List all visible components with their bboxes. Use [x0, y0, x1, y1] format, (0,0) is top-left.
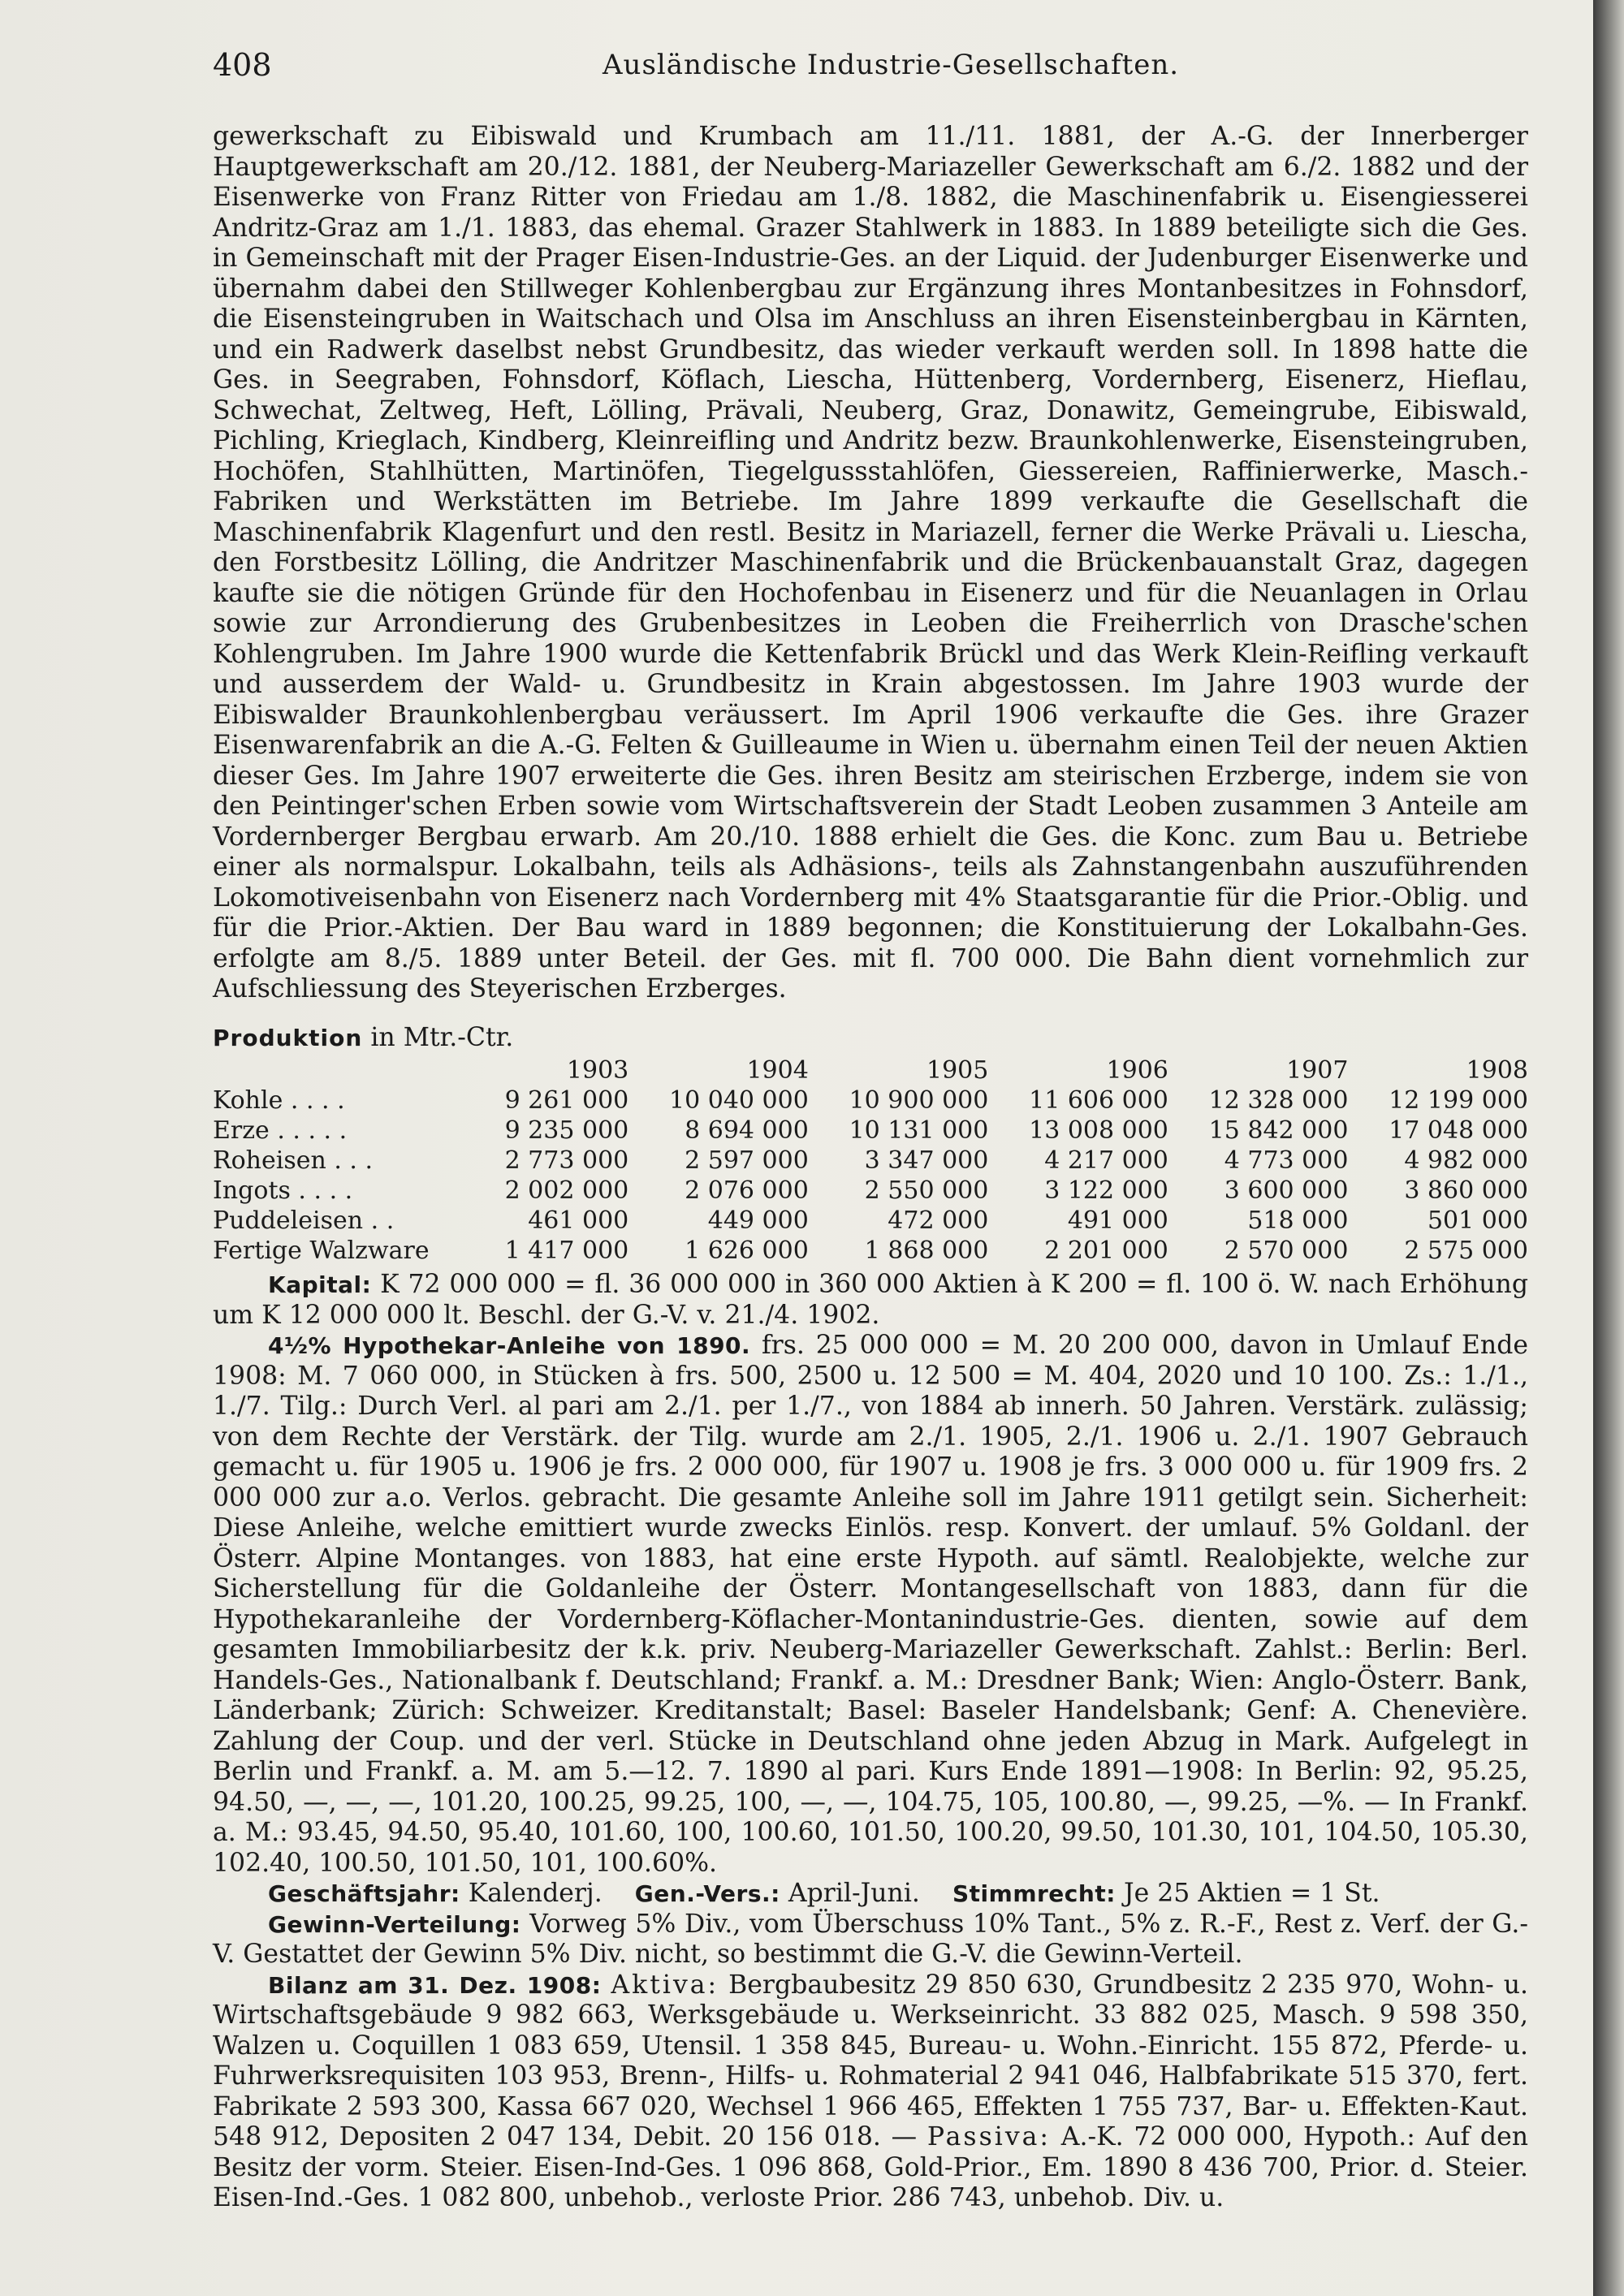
- production-corner: [213, 1055, 449, 1085]
- production-year-row: [213, 1055, 1528, 1085]
- table-cell: 2 597 000: [685, 1146, 809, 1175]
- row-label: Erze . . . . .: [213, 1116, 348, 1145]
- table-cell: 2 201 000: [1044, 1236, 1168, 1265]
- year-header: 1903: [566, 1056, 629, 1085]
- table-cell: 2 076 000: [685, 1176, 809, 1205]
- table-cell: 17 048 000: [1389, 1116, 1528, 1145]
- table-cell: 3 122 000: [1044, 1176, 1168, 1205]
- table-cell: 2 002 000: [504, 1176, 629, 1205]
- row-label: Ingots . . . .: [213, 1176, 353, 1205]
- passiva-text: A.-K. 72 000 000, Hypoth.: Auf den Besitz der vorm. Steier. Eisen-Ind-Ges. 1 096 868, Gold-Prior., Em. 1890 8 436 700, Prior. d. Steier. Eisen-Ind.-Ges. 1 082 800, unbehob., verloste Prior. 286 743, unbehob. Div. u.: [213, 2122, 1529, 2212]
- table-row: [213, 1206, 1528, 1236]
- table-cell: 449 000: [707, 1206, 809, 1235]
- year-header: 1906: [1106, 1056, 1168, 1085]
- table-cell: 10 040 000: [669, 1086, 809, 1115]
- stimmrecht-value: Je 25 Aktien = 1 St.: [1123, 1879, 1380, 1908]
- bilanz-heading: Bilanz am 31. Dez. 1908:: [268, 1971, 602, 1999]
- table-cell: 2 773 000: [504, 1146, 629, 1175]
- stimmrecht-heading: Stimmrecht:: [952, 1880, 1116, 1907]
- table-cell: 4 217 000: [1044, 1146, 1168, 1175]
- table-row: [213, 1236, 1528, 1266]
- geschaeftsjahr-value: Kalenderj.: [468, 1879, 603, 1908]
- kapital-paragraph: [213, 1270, 1528, 1331]
- table-cell: 3 600 000: [1224, 1176, 1349, 1205]
- geschaeftsjahr-paragraph: [213, 1879, 1528, 1910]
- financial-section: [213, 1270, 1528, 2214]
- kapital-text: K 72 000 000 = fl. 36 000 000 in 360 000 Aktien à K 200 = fl. 100 ö. W. nach Erhöhung um K 12 000 000 lt. Beschl. der G.-V. v. 21./4. 1902.: [213, 1270, 1528, 1330]
- table-cell: 3 860 000: [1404, 1176, 1528, 1205]
- table-row: [213, 1146, 1528, 1176]
- table-cell: 2 550 000: [864, 1176, 989, 1205]
- table-cell: 1 868 000: [864, 1236, 989, 1265]
- table-cell: 1 417 000: [504, 1236, 629, 1265]
- bilanz-paragraph: [213, 1970, 1528, 2214]
- table-cell: 13 008 000: [1029, 1116, 1168, 1145]
- table-cell: 461 000: [528, 1206, 629, 1235]
- table-cell: 12 328 000: [1208, 1086, 1349, 1115]
- history-paragraph: gewerkschaft zu Eibiswald und Krumbach am 11./11. 1881, der A.-G. der Innerberger Hauptgewerkschaft am 20./12. 1881, der Neuberg-Mariazeller Gewerkschaft am 6./2. 1882 und der Eisenwerke von Franz Ritter von Friedau am 1./8. 1882, die Maschinenfabrik u. Eisengiesserei Andritz-Graz am 1./1. 1883, das ehemal. Grazer Stahlwerk in 1883. In 1889 beteiligte sich die Ges. in Gemeinschaft mit der Prager Eisen-Industrie-Ges. an der Liquid. der Judenburger Eisenwerke und übernahm dabei den Stillweger Kohlenbergbau zur Ergänzung ihres Montanbesitzes in Fohnsdorf, die Eisensteingruben in Waitschach und Olsa im Anschluss an ihren Eisensteinbergbau in Kärnten, und ein Radwerk daselbst nebst Grundbesitz, das wieder verkauft werden soll. In 1898 hatte die Ges. in Seegraben, Fohnsdorf, Köflach, Liescha, Hüttenberg, Vordernberg, Eisenerz, Hieflau, Schwechat, Zeltweg, Heft, Lölling, Prävali, Neuberg, Graz, Donawitz, Gemeingrube, Eibiswald, Pichling, Krieglach, Kindberg, Kleinreifling und Andritz bezw. Braunkohlenwerke, Eisensteingruben, Hochöfen, Stahlhütten, Martinöfen, Tiegelgussstahlöfen, Giessereien, Raffinierwerke, Masch.-Fabriken und Werkstätten im Betriebe. Im Jahre 1899 verkaufte die Gesellschaft die Maschinenfabrik Klagenfurt und den restl. Besitz in Mariazell, ferner die Werke Prävali u. Liescha, den Forstbesitz Lölling, die Andritzer Maschinenfabrik und die Brückenbauanstalt Graz, dagegen kaufte sie die nötigen Gründe für den Hochofenbau in Eisenerz und für die Neuanlagen in Orlau sowie zur Arrondierung des Grubenbesitzes in Leoben die Freiherrlich von Drasche'schen Kohlengruben. Im Jahre 1900 wurde die Kettenfabrik Brückl und das Werk Klein-Reifling verkauft und ausserdem der Wald- u. Grundbesitz in Krain abgestossen. Im Jahre 1903 wurde der Eibiswalder Braunkohlenbergbau veräussert. Im April 1906 verkaufte die Ges. ihre Grazer Eisenwarenfabrik an die A.-G. Felten & Guilleaume in Wien u. übernahm einen Teil der neuen Aktien dieser Ges. Im Jahre 1907 erweiterte die Ges. ihren Besitz am steirischen Erzberge, indem sie von den Peintinger'schen Erben sowie vom Wirtschaftsverein der Stadt Leoben zusammen 3 Anteile am Vordernberger Bergbau erwarb. Am 20./10. 1888 erhielt die Ges. die Konc. zum Bau u. Betriebe einer als normalspur. Lokalbahn, teils als Adhäsions-, teils als Zahnstangenbahn auszuführenden Lokomotiveisenbahn von Eisenerz nach Vordernberg mit 4% Staatsgarantie für die Prior.-Oblig. und für die Prior.-Aktien. Der Bau ward in 1889 begonnen; die Konstituierung der Lokalbahn-Ges. erfolgte am 8./5. 1889 unter Beteil. der Ges. mit fl. 700 000. Die Bahn dient vornehmlich zur Aufschliessung des Steyerischen Erzberges.: [213, 122, 1528, 1003]
- gen-vers-value: April-Juni.: [788, 1879, 920, 1908]
- aktiva-label: Aktiva:: [611, 1970, 719, 2000]
- table-cell: 518 000: [1247, 1206, 1349, 1235]
- table-row: [213, 1116, 1528, 1146]
- anleihe-heading: 4½% Hypothekar-Anleihe von 1890.: [268, 1332, 751, 1359]
- anleihe-paragraph: [213, 1331, 1528, 1879]
- production-title: Produktion: [213, 1025, 363, 1051]
- table-cell: 9 261 000: [504, 1086, 629, 1115]
- page-header: [213, 42, 1528, 88]
- production-heading: [213, 1023, 1528, 1054]
- year-header: 1905: [926, 1056, 989, 1085]
- table-cell: 2 575 000: [1404, 1236, 1528, 1265]
- history-section: [213, 122, 1528, 1005]
- table-cell: 4 773 000: [1224, 1146, 1349, 1175]
- production-table: [213, 1055, 1528, 1266]
- row-label: Fertige Walzware: [213, 1236, 430, 1265]
- gewinn-heading: Gewinn-Verteilung:: [268, 1910, 521, 1938]
- gewinn-text: Vorweg 5% Div., vom Überschuss 10% Tant., 5% z. R.-F., Rest z. Verf. der G.-V. Gestattet der Gewinn 5% Div. nicht, so bestimmt die G.-V. die Gewinn-Verteil.: [213, 1909, 1529, 1969]
- table-cell: 10 131 000: [849, 1116, 989, 1145]
- geschaeftsjahr-heading: Geschäftsjahr:: [268, 1880, 460, 1907]
- page-number: 408: [213, 47, 272, 83]
- year-header: 1904: [746, 1056, 809, 1085]
- anleihe-text: frs. 25 000 000 = M. 20 200 000, davon in Umlauf Ende 1908: M. 7 060 000, in Stücken à frs. 500, 2500 u. 12 500 = M. 404, 2020 und 10 100. Zs.: 1./1., 1./7. Tilg.: Durch Verl. al pari am 2./1. per 1./7., von 1884 ab innerh. 50 Jahren. Verstärk. zulässig; von dem Rechte der Verstärk. der Tilg. wurde am 2./1. 1905, 2./1. 1906 u. 2./1. 1907 Gebrauch gemacht u. für 1905 u. 1906 je frs. 2 000 000, für 1907 u. 1908 je frs. 3 000 000 u. für 1909 frs. 2 000 000 zur a.o. Verlos. gebracht. Die gesamte Anleihe soll im Jahre 1911 getilgt sein. Sicherheit: Diese Anleihe, welche emittiert wurde zwecks Einlös. resp. Konvert. der umlauf. 5% Goldanl. der Österr. Alpine Montanges. von 1883, hat eine erste Hypoth. auf sämtl. Realobjekte, welche zur Sicherstellung für die Goldanleihe der Österr. Montangesellschaft von 1883, dann für die Hypothekaranleihe der Vordernberg-Köflacher-Montanindustrie-Ges. dienten, sowie auf dem gesamten Immobiliarbesitz der k.k. priv. Neuberg-Mariazeller Gewerkschaft. Zahlst.: Berlin: Berl. Handels-Ges., Nationalbank f. Deutschland; Frankf. a. M.: Dresdner Bank; Wien: Anglo-Österr. Bank, Länderbank; Zürich: Schweizer. Kreditanstalt; Basel: Baseler Handelsbank; Genf: A. Chenevière. Zahlung der Coup. und der verl. Stücke in Deutschland ohne jeden Abzug in Mark. Aufgelegt in Berlin und Frankf. a. M. am 5.—12. 7. 1890 al pari. Kurs Ende 1891—1908: In Berlin: 92, 95.25, 94.50, —, —, —, 101.20, 100.25, 99.25, 100, —, —, 104.75, 105, 100.80, —, 99.25, —%. — In Frankf. a. M.: 93.45, 94.50, 95.40, 101.60, 100, 100.60, 101.50, 100.20, 99.50, 101.30, 101, 104.50, 105.30, 102.40, 100.50, 101.50, 101, 100.60%.: [213, 1331, 1528, 1878]
- table-row: [213, 1085, 1528, 1116]
- passiva-label: Passiva:: [926, 2122, 1052, 2151]
- row-label: Kohle . . . .: [213, 1086, 345, 1115]
- page-edge-shadow: [1593, 0, 1624, 2296]
- table-cell: 472 000: [888, 1206, 989, 1235]
- table-cell: 1 626 000: [685, 1236, 809, 1265]
- table-cell: 12 199 000: [1389, 1086, 1528, 1115]
- table-row: [213, 1176, 1528, 1206]
- gewinn-paragraph: [213, 1910, 1528, 1970]
- table-cell: 501 000: [1427, 1206, 1528, 1235]
- table-cell: 9 235 000: [504, 1116, 629, 1145]
- production-unit: in Mtr.-Ctr.: [370, 1023, 514, 1052]
- table-cell: 491 000: [1067, 1206, 1168, 1235]
- table-cell: 3 347 000: [864, 1146, 989, 1175]
- year-header: 1908: [1466, 1056, 1528, 1085]
- gen-vers-heading: Gen.-Vers.:: [634, 1880, 780, 1907]
- table-cell: 15 842 000: [1208, 1116, 1349, 1145]
- year-header: 1907: [1286, 1056, 1349, 1085]
- table-cell: 10 900 000: [849, 1086, 989, 1115]
- table-cell: 4 982 000: [1404, 1146, 1528, 1175]
- table-cell: 8 694 000: [685, 1116, 809, 1145]
- kapital-heading: Kapital:: [268, 1271, 372, 1298]
- table-cell: 11 606 000: [1029, 1086, 1168, 1115]
- table-cell: 2 570 000: [1224, 1236, 1349, 1265]
- running-title: Ausländische Industrie-Gesellschaften.: [603, 49, 1180, 81]
- aktiva-text: Bergbaubesitz 29 850 630, Grundbesitz 2 235 970, Wohn- u. Wirtschaftsgebäude 9 982 663, Werksgebäude u. Werkseinricht. 33 882 025, Masch. 9 598 350, Walzen u. Coquillen 1 083 659, Utensil. 1 358 845, Bureau- u. Wohn.-Einricht. 155 872, Pferde- u. Fuhrwerksrequisiten 103 953, Brenn-, Hilfs- u. Rohmaterial 2 941 046, Halbfabrikate 515 370, fert. Fabrikate 2 593 300, Kassa 667 020, Wechsel 1 966 465, Effekten 1 755 737, Bar- u. Effekten-Kaut. 548 912, Depositen 2 047 134, Debit. 20 156 018. —: [213, 1970, 1528, 2151]
- row-label: Puddeleisen . .: [213, 1206, 395, 1235]
- row-label: Roheisen . . .: [213, 1146, 374, 1175]
